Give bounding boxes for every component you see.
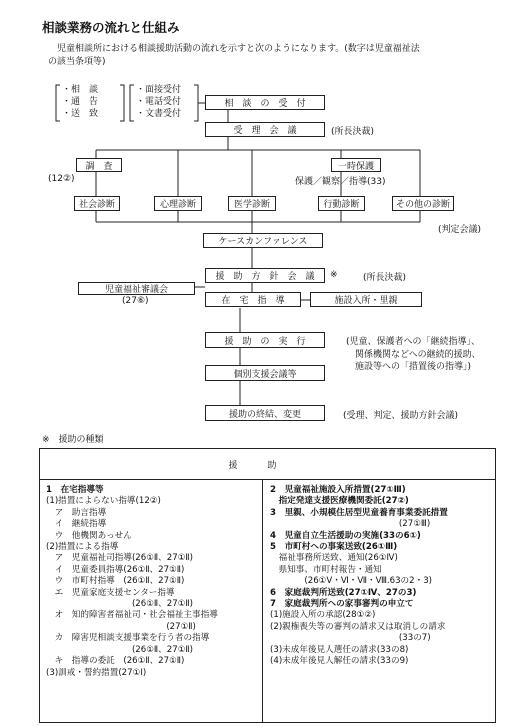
table-header: 援助	[40, 449, 495, 480]
termination-box: 援助の終結、変更	[205, 405, 325, 421]
table-line: 1 在宅指導等	[46, 485, 104, 495]
intake-method: ・文書受付	[136, 109, 182, 119]
table-right-column	[270, 485, 448, 668]
termination-note: (受理、判定、援助方針会議)	[343, 411, 459, 421]
table-line: エ 児童家庭支援センター指導	[46, 587, 175, 598]
reception-box: 相 談 の 受 付	[205, 95, 325, 110]
policy-meeting-box: 援 助 方 針 会 議	[205, 268, 325, 283]
table-divider	[262, 479, 263, 723]
investigation-ref: (12②)	[48, 174, 75, 184]
welfare-council-box: 児童福祉審議会	[78, 282, 195, 295]
judgment-note: (判定会議)	[438, 225, 482, 235]
table-line: (27①Ⅲ)	[270, 519, 431, 530]
diagnosis-medical: 医学診断	[228, 196, 276, 211]
acceptance-note: (所長決裁)	[331, 127, 375, 137]
table-line: ア 児童福祉司指導(26①Ⅱ、27①Ⅱ)	[46, 553, 193, 564]
table-line: 4 児童自立生活援助の実施(33の6①)	[270, 530, 421, 541]
table-line: 指定発達支援医療機関委託(27②)	[270, 496, 409, 507]
table-line: (2)措置による指導	[46, 542, 119, 553]
home-guidance-box: 在 宅 指 導	[205, 292, 301, 307]
table-line: イ 児童委員指導(26①Ⅱ、27①Ⅱ)	[46, 564, 185, 575]
intake-type: ・送 致	[62, 109, 99, 119]
intake-method: ・電話受付	[136, 97, 182, 107]
table-left-column	[46, 485, 218, 679]
implementation-note-line: (児童、保護者への「継続指導」、	[346, 337, 481, 347]
temp-custody-box: 一時保護	[331, 158, 381, 172]
temp-custody-note: 保護／観察／指導(33)	[295, 177, 386, 187]
intro-line-1: 児童相談所における相談援助活動の流れを示すと次のようになります。(数字は児童福祉法	[48, 44, 420, 54]
table-line: 7 家庭裁判所への家事審判の申立て	[270, 599, 414, 610]
intake-types	[62, 84, 98, 120]
table-line: (27①Ⅱ)	[46, 621, 196, 632]
table-line: (26①Ⅱ、27①Ⅱ)	[46, 644, 193, 655]
policy-mark: ※	[330, 270, 338, 280]
table-line: キ 指導の委託 (26①Ⅱ、27①Ⅱ)	[46, 656, 185, 667]
facility-box: 施設入所・里親	[310, 292, 422, 307]
diagnosis-other: その他の診断	[392, 196, 454, 211]
investigation-box: 調 査	[76, 158, 122, 172]
policy-note: (所長決裁)	[363, 273, 407, 283]
table-line: ウ 他機関あっせん	[46, 530, 132, 541]
table-line: 6 家庭裁判所送致(27①Ⅳ、27の3)	[270, 587, 417, 598]
table-line: イ 継続指導	[46, 519, 107, 530]
table-line: ア 助言指導	[46, 507, 107, 518]
intake-methods	[136, 84, 181, 120]
implementation-box: 援 助 の 実 行	[205, 332, 325, 348]
intake-type: ・相 談	[62, 85, 99, 95]
table-line: 5 市町村への事案送致(26①Ⅲ)	[270, 542, 398, 553]
diagnosis-social: 社会診断	[74, 196, 120, 211]
table-line: ウ 市町村指導 (26①Ⅱ、27①Ⅱ)	[46, 576, 185, 587]
table-line: 3 里親、小規模住居型児童養育事業委託措置	[270, 507, 448, 518]
implementation-note-line: 施設等への「措置後の指導」)	[355, 362, 472, 372]
assistance-types-table	[39, 448, 496, 723]
page-title: 相談業務の流れと仕組み	[42, 20, 180, 35]
implementation-note	[346, 336, 481, 374]
intake-method: ・面接受付	[136, 85, 182, 95]
intro-line-2: の該当条項等)	[48, 57, 106, 67]
table-line: 福祉事務所送致、通知(26①Ⅳ)	[270, 553, 398, 564]
table-line: (33の7)	[270, 633, 431, 644]
table-line: (4)未成年後見人解任の請求(33の9)	[270, 656, 409, 667]
intake-type: ・通 告	[62, 97, 99, 107]
table-line: (1)措置によらない指導(12②)	[46, 496, 161, 507]
table-line: (26①Ⅱ、27①Ⅱ)	[46, 599, 193, 610]
table-line: カ 障害児相談支援事業を行う者の指導	[46, 633, 210, 644]
types-heading: ※ 援助の種類	[42, 435, 104, 445]
table-line: 2 児童福祉施設入所措置(27①Ⅲ)	[270, 485, 406, 495]
table-line: (2)親権喪失等の審判の請求又は取消しの請求	[270, 621, 446, 632]
implementation-note-line: 関係機関などへの継続的援助、	[355, 349, 481, 360]
table-line: オ 知的障害者福祉司・社会福祉主事指導	[46, 610, 218, 621]
case-conference-box: ケースカンファレンス	[203, 233, 323, 248]
acceptance-box: 受 理 会 議	[205, 122, 325, 137]
diagnosis-behavioral: 行動診断	[318, 196, 365, 211]
table-line: (26①Ⅴ・Ⅵ・Ⅶ・Ⅷ.63の2・3)	[270, 576, 433, 587]
table-line: 県知事、市町村報告・通知	[270, 564, 382, 575]
table-line: (1)施設入所の承認(28①②)	[270, 610, 376, 621]
support-meeting-box: 個別支援会議等	[205, 365, 325, 381]
diagnosis-psychological: 心理診断	[154, 196, 202, 211]
welfare-council-ref: (27⑥)	[122, 296, 149, 306]
table-line: (3)訓戒・誓約措置(27①Ⅰ)	[46, 667, 147, 678]
table-line: (3)未成年後見人選任の請求(33の8)	[270, 644, 409, 655]
